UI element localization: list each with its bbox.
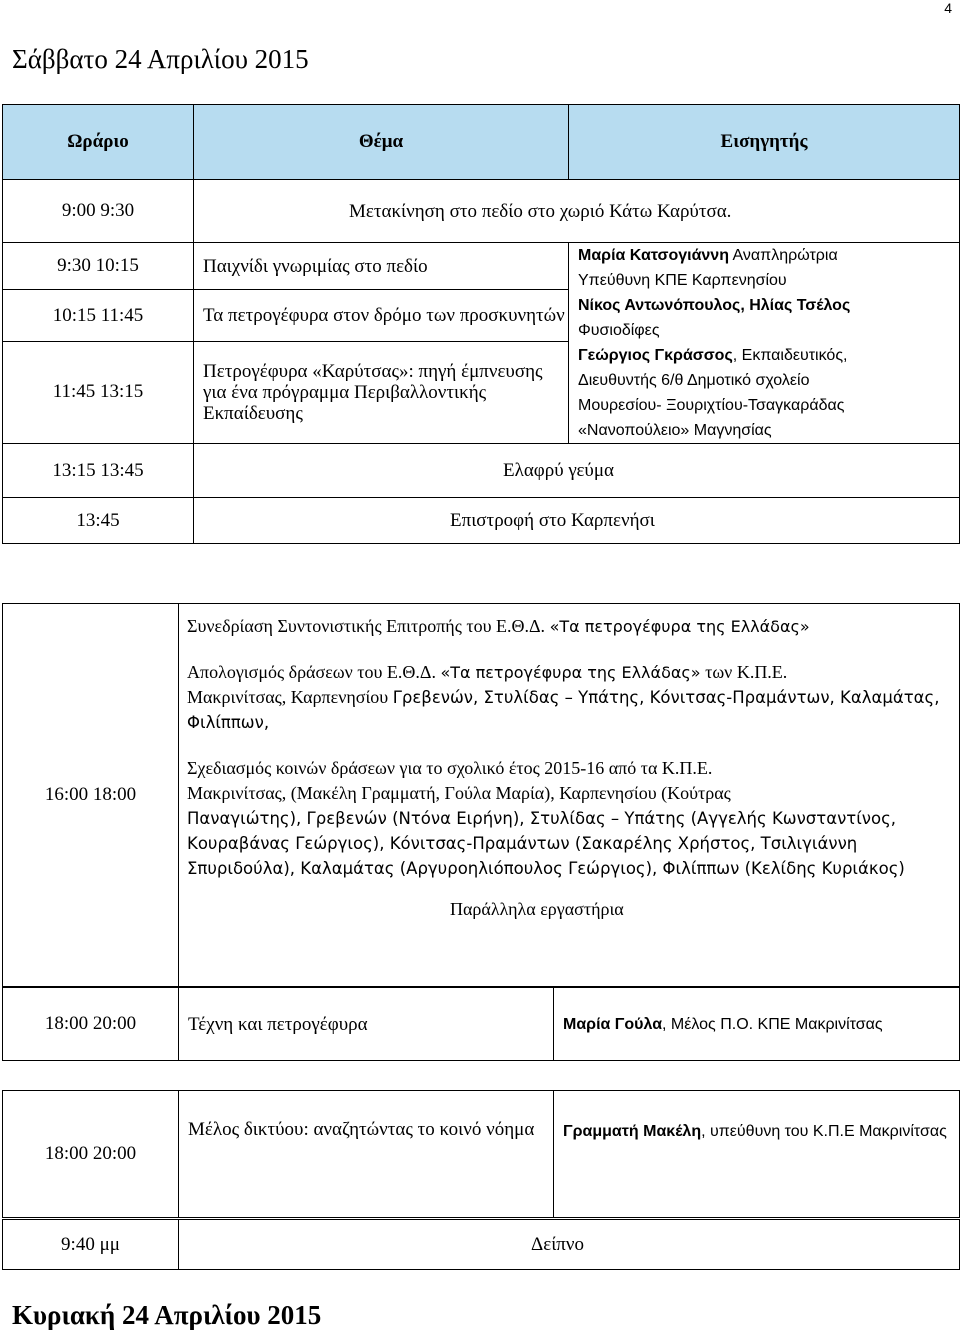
meeting-title: Συνεδρίαση Συντονιστικής Επιτροπής του Ε.Θ.Δ.: [187, 616, 550, 636]
speaker-name: Μαρία Κατσογιάννη: [578, 247, 729, 264]
session-details: [179, 604, 960, 987]
row-topic: Δείπνο: [179, 1220, 960, 1270]
row-topic: Ελαφρύ γεύμα: [194, 444, 960, 498]
table-row: [3, 180, 960, 243]
planning-title: Σχεδιασμός κοινών δράσεων για το σχολικό έτος 2015-16 από τα Κ.Π.Ε.: [187, 758, 713, 778]
parallel-workshops: Παράλληλα εργαστήρια: [450, 899, 624, 919]
workshop-table-1: [2, 987, 960, 1061]
row-topic: Μέλος δικτύου: αναζητώντας το κοινό νόημα: [179, 1091, 554, 1218]
row-topic: Παιχνίδι γνωριμίας στο πεδίο: [194, 243, 569, 290]
review-centers-list: Μακρινίτσας, Καρπενησίου: [187, 687, 393, 707]
row-time: 10:15 11:45: [3, 290, 194, 342]
table-header-row: [3, 105, 960, 180]
speaker-role: , υπεύθυνη του Κ.Π.Ε Μακρινίτσας: [701, 1123, 947, 1140]
speaker-role: Αναπληρώτρια: [728, 247, 838, 264]
speaker-role: «Νανοπούλειο» Μαγνησίας: [578, 422, 772, 439]
row-time: 11:45 13:15: [3, 341, 194, 443]
speakers-cell: [569, 243, 960, 444]
speaker-name: Γεώργιος Γκράσσος: [578, 347, 733, 364]
header-time: Ωράριο: [3, 105, 194, 180]
table-row: [3, 444, 960, 498]
row-topic: Τα πετρογέφυρα στον δρόμο των προσκυνητών: [194, 290, 569, 342]
speaker-role: Διευθυντής 6/θ Δημοτικό σχολείο: [578, 372, 810, 389]
row-speaker: [554, 988, 960, 1061]
table-row: [3, 1091, 960, 1218]
speaker-name: Γραμματή Μακέλη: [563, 1123, 702, 1140]
review-centers: των Κ.Π.Ε.: [700, 662, 788, 682]
row-time: 18:00 20:00: [3, 1091, 179, 1218]
row-topic: Πετρογέφυρα «Καρύτσας»: πηγή έμπνευσης για ένα πρόγραμμα Περιβαλλοντικής Εκπαίδευσης: [194, 341, 569, 443]
review-network: «Τα πετρογέφυρα της Ελλάδας»: [440, 663, 701, 682]
row-topic: Επιστροφή στο Καρπενήσι: [194, 498, 960, 544]
row-time: 18:00 20:00: [3, 988, 179, 1061]
header-topic: Θέμα: [194, 105, 569, 180]
row-time: 9:30 10:15: [3, 243, 194, 290]
table-row: [3, 243, 960, 290]
review-title: Απολογισμός δράσεων του Ε.Θ.Δ.: [187, 662, 441, 682]
row-topic: Μετακίνηση στο πεδίο στο χωριό Κάτω Καρύτσα.: [194, 180, 960, 243]
speaker-role: , Μέλος Π.Ο. ΚΠΕ Μακρινίτσας: [662, 1015, 883, 1033]
speaker-role: Υπεύθυνη ΚΠΕ Καρπενησίου: [578, 272, 787, 289]
schedule-table-afternoon: [2, 603, 960, 987]
speaker-role: , Εκπαιδευτικός,: [732, 347, 848, 364]
speaker-role: Μουρεσίου- Ξουριχτίου-Τσαγκαράδας: [578, 397, 845, 414]
speaker-name: Μαρία Γούλα: [563, 1015, 663, 1033]
day-title-sunday: Κυριακή 24 Απριλίου 2015: [12, 1300, 322, 1330]
planning-line2: Μακρινίτσας, (Μακέλη Γραμματή, Γούλα Μαρία), Καρπενησίου (Κούτρας: [187, 783, 731, 803]
row-topic: Τέχνη και πετρογέφυρα: [179, 988, 554, 1061]
review-centers-list-cont: Γρεβενών, Στυλίδας – Υπάτης, Κόνιτσας-Πραμάντων, Καλαμάτας, Φιλίππων,: [187, 688, 940, 732]
planning-participants: Παναγιώτης), Γρεβενών (Ντόνα Ειρήνη), Στυλίδας – Υπάτης (Αγγελής Κωνσταντίνος, Κουραβάνας Γεώργιος), Κόνιτσας-Πραμάντων (Σακαρέλης Χρήστος, Τσιλιγιάννη Σπυριδούλα), Καλαμάτας (Αργυροηλιόπουλος Γεώργιος), Φιλίππων (Κελίδης Κυριάκος): [187, 809, 905, 878]
row-time: 9:40 μμ: [3, 1220, 179, 1270]
header-speaker: Εισηγητής: [569, 105, 960, 180]
meeting-network: «Τα πετρογέφυρα της Ελλάδας»: [549, 617, 810, 636]
row-time: 13:15 13:45: [3, 444, 194, 498]
speaker-role: Φυσιοδίφες: [578, 322, 660, 339]
table-row: [3, 498, 960, 544]
workshop-table-2: [2, 1090, 960, 1218]
table-row: [3, 604, 960, 987]
page-number: 4: [944, 0, 952, 16]
row-time: 9:00 9:30: [3, 180, 194, 243]
speaker-name: Νίκος Αντωνόπουλος, Ηλίας Τσέλος: [578, 297, 851, 314]
row-time: 13:45: [3, 498, 194, 544]
schedule-table-morning: [2, 104, 960, 544]
table-row: [3, 1220, 960, 1270]
row-time: 16:00 18:00: [3, 604, 179, 987]
row-speaker: [554, 1091, 960, 1218]
table-row: [3, 988, 960, 1061]
dinner-table: [2, 1219, 960, 1270]
day-title-saturday: Σάββατο 24 Απριλίου 2015: [12, 44, 309, 74]
